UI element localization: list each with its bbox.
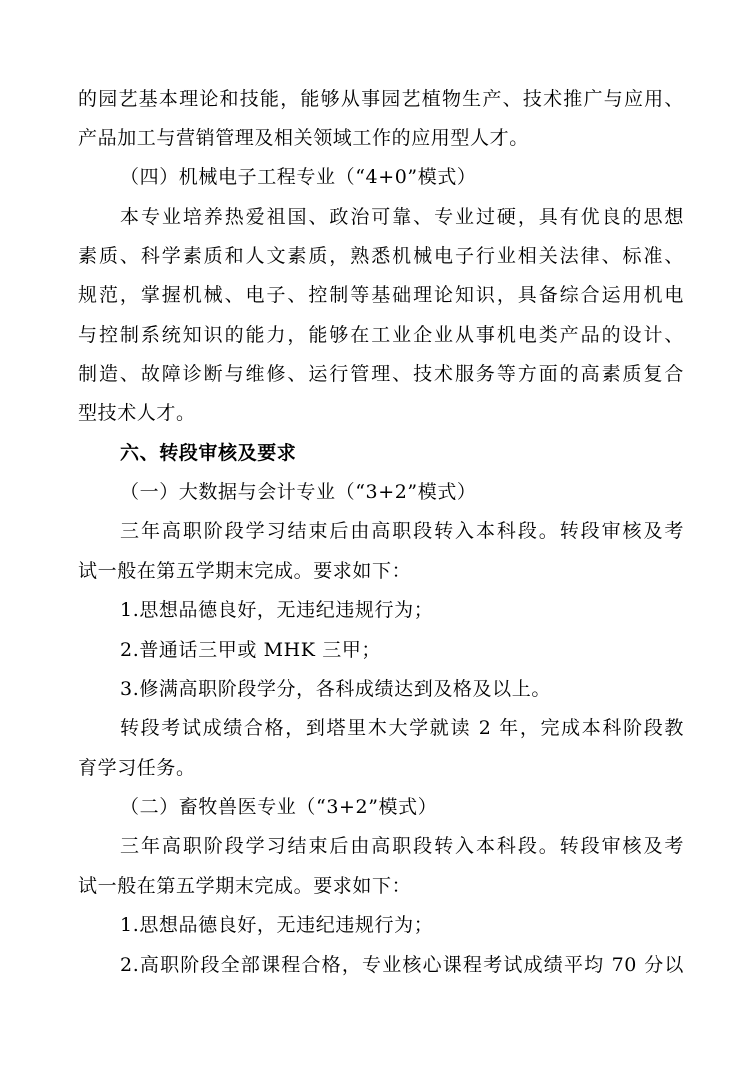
- section-subheading: （二）畜牧兽医专业（“3+2”模式）: [120, 796, 438, 818]
- paragraph-line: 规范，掌握机械、电子、控制等基础理论知识，具备综合运用机电: [78, 284, 684, 306]
- paragraph-line: 与控制系统知识的能力，能够在工业企业从事机电类产品的设计、: [78, 324, 684, 346]
- list-item: 2.普通话三甲或 MHK 三甲；: [120, 639, 382, 661]
- paragraph-line: 三年高职阶段学习结束后由高职段转入本科段。转段审核及考: [120, 520, 684, 542]
- paragraph-line: 育学习任务。: [78, 757, 196, 779]
- paragraph-line: 型技术人才。: [78, 402, 196, 424]
- section-subheading: （四）机械电子工程专业（“4+0”模式）: [120, 166, 477, 188]
- list-item: 1.思想品德良好，无违纪违规行为；: [120, 914, 434, 936]
- paragraph-line: 试一般在第五学期末完成。要求如下：: [78, 560, 412, 582]
- list-item: 1.思想品德良好，无违纪违规行为；: [120, 599, 434, 621]
- paragraph-line: 本专业培养热爱祖国、政治可靠、专业过硬，具有优良的思想: [120, 206, 684, 228]
- paragraph-line: 的园艺基本理论和技能，能够从事园艺植物生产、技术推广与应用、: [78, 88, 684, 110]
- list-item: 3.修满高职阶段学分，各科成绩达到及格及以上。: [120, 678, 551, 700]
- section-heading: 六、转段审核及要求: [120, 442, 297, 464]
- paragraph-line: 素质、科学素质和人文素质，熟悉机械电子行业相关法律、标准、: [78, 245, 684, 267]
- paragraph-line: 试一般在第五学期末完成。要求如下：: [78, 875, 412, 897]
- section-subheading: （一）大数据与会计专业（“3+2”模式）: [120, 481, 477, 503]
- paragraph-line: 三年高职阶段学习结束后由高职段转入本科段。转段审核及考: [120, 835, 684, 857]
- paragraph-line: 产品加工与营销管理及相关领域工作的应用型人才。: [78, 127, 529, 149]
- list-item: 2.高职阶段全部课程合格，专业核心课程考试成绩平均 70 分以: [120, 954, 684, 976]
- paragraph-line: 制造、故障诊断与维修、运行管理、技术服务等方面的高素质复合: [78, 363, 684, 385]
- paragraph-line: 转段考试成绩合格，到塔里木大学就读 2 年，完成本科阶段教: [120, 717, 684, 739]
